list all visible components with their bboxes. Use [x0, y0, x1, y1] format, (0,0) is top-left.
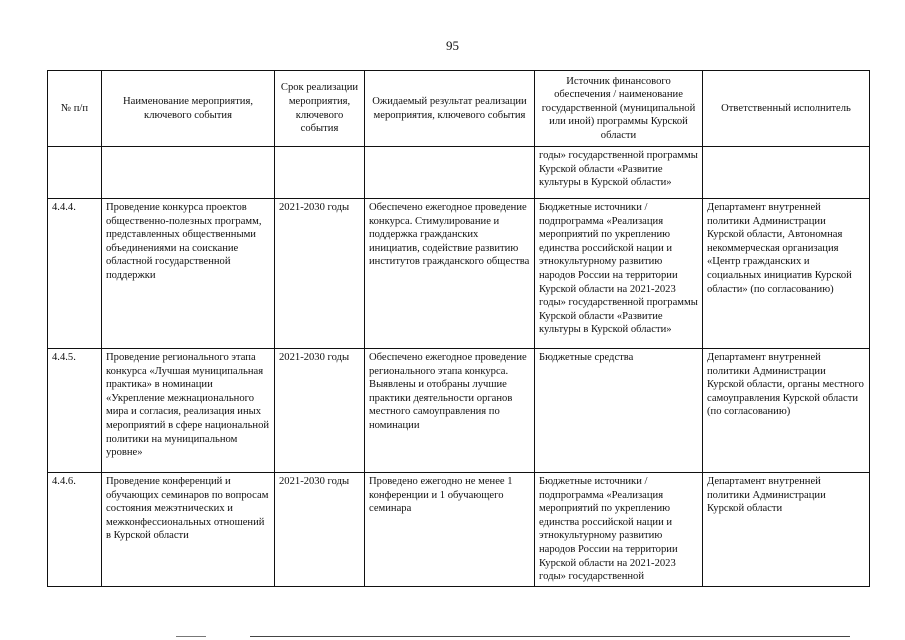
row-name: Проведение конференций и обучающих семинаров по вопросам состояния межэтнических и межконфессиональных отношений в Курской области — [102, 473, 275, 587]
page-number: 95 — [446, 38, 459, 53]
header-source: Источник финансового обеспечения / наименование государственной (муниципальной или иной) программы Курской области — [535, 71, 703, 147]
row-executor: Департамент внутренней политики Администрации Курской области, органы местного самоуправления Курской области (по согласованию) — [703, 349, 870, 473]
row-num: 4.4.6. — [48, 473, 102, 587]
row-term: 2021-2030 годы — [275, 349, 365, 473]
table-row — [48, 199, 870, 349]
row-term: 2021-2030 годы — [275, 473, 365, 587]
table-row — [48, 147, 870, 199]
table-header-row — [48, 71, 870, 147]
row-executor: Департамент внутренней политики Администрации Курской области, Автономная некоммерческая организация «Центр гражданских и социальных инициатив Курской области» (по согласованию) — [703, 199, 870, 349]
row-executor — [703, 147, 870, 199]
header-term: Срок реализации мероприятия, ключевого события — [275, 71, 365, 147]
row-executor: Департамент внутренней политики Администрации Курской области — [703, 473, 870, 587]
row-term: 2021-2030 годы — [275, 199, 365, 349]
row-source: Бюджетные средства — [535, 349, 703, 473]
header-name: Наименование мероприятия, ключевого события — [102, 71, 275, 147]
row-result: Обеспечено ежегодное проведение конкурса. Стимулирование и поддержка гражданских инициатив, содействие развитию институтов гражданского общества — [365, 199, 535, 349]
row-term — [275, 147, 365, 199]
table-row — [48, 473, 870, 587]
row-source: Бюджетные источники / подпрограмма «Реализация мероприятий по укреплению единства российской нации и этнокультурному развитию народов России на территории Курской области на 2021-2023 годы» государственной программы Курской области «Развитие культуры в Курской области» — [535, 199, 703, 349]
row-result: Обеспечено ежегодное проведение регионального этапа конкурса. Выявлены и отобраны лучшие практики деятельности органов местного самоуправления по номинации — [365, 349, 535, 473]
scan-edge-line — [250, 636, 850, 637]
row-name: Проведение регионального этапа конкурса «Лучшая муниципальная практика» в номинации «Укрепление межнационального мира и согласия, реализация иных мероприятий в сфере национальной политики на муниципальном уровне» — [102, 349, 275, 473]
row-result: Проведено ежегодно не менее 1 конференции и 1 обучающего семинара — [365, 473, 535, 587]
table-row — [48, 349, 870, 473]
row-source: годы» государственной программы Курской области «Развитие культуры в Курской области» — [535, 147, 703, 199]
measures-table — [47, 70, 870, 587]
row-name — [102, 147, 275, 199]
header-executor: Ответственный исполнитель — [703, 71, 870, 147]
row-source: Бюджетные источники / подпрограмма «Реализация мероприятий по укреплению единства российской нации и этнокультурному развитию народов России на территории Курской области на 2021-2023 годы» государственной — [535, 473, 703, 587]
row-num: 4.4.5. — [48, 349, 102, 473]
row-num: 4.4.4. — [48, 199, 102, 349]
header-result: Ожидаемый результат реализации мероприятия, ключевого события — [365, 71, 535, 147]
scan-edge-mark — [176, 636, 206, 637]
row-name: Проведение конкурса проектов общественно-полезных программ, представленных общественными объединениями на соискание областной государственной поддержки — [102, 199, 275, 349]
row-num — [48, 147, 102, 199]
header-num: № п/п — [48, 71, 102, 147]
row-result — [365, 147, 535, 199]
